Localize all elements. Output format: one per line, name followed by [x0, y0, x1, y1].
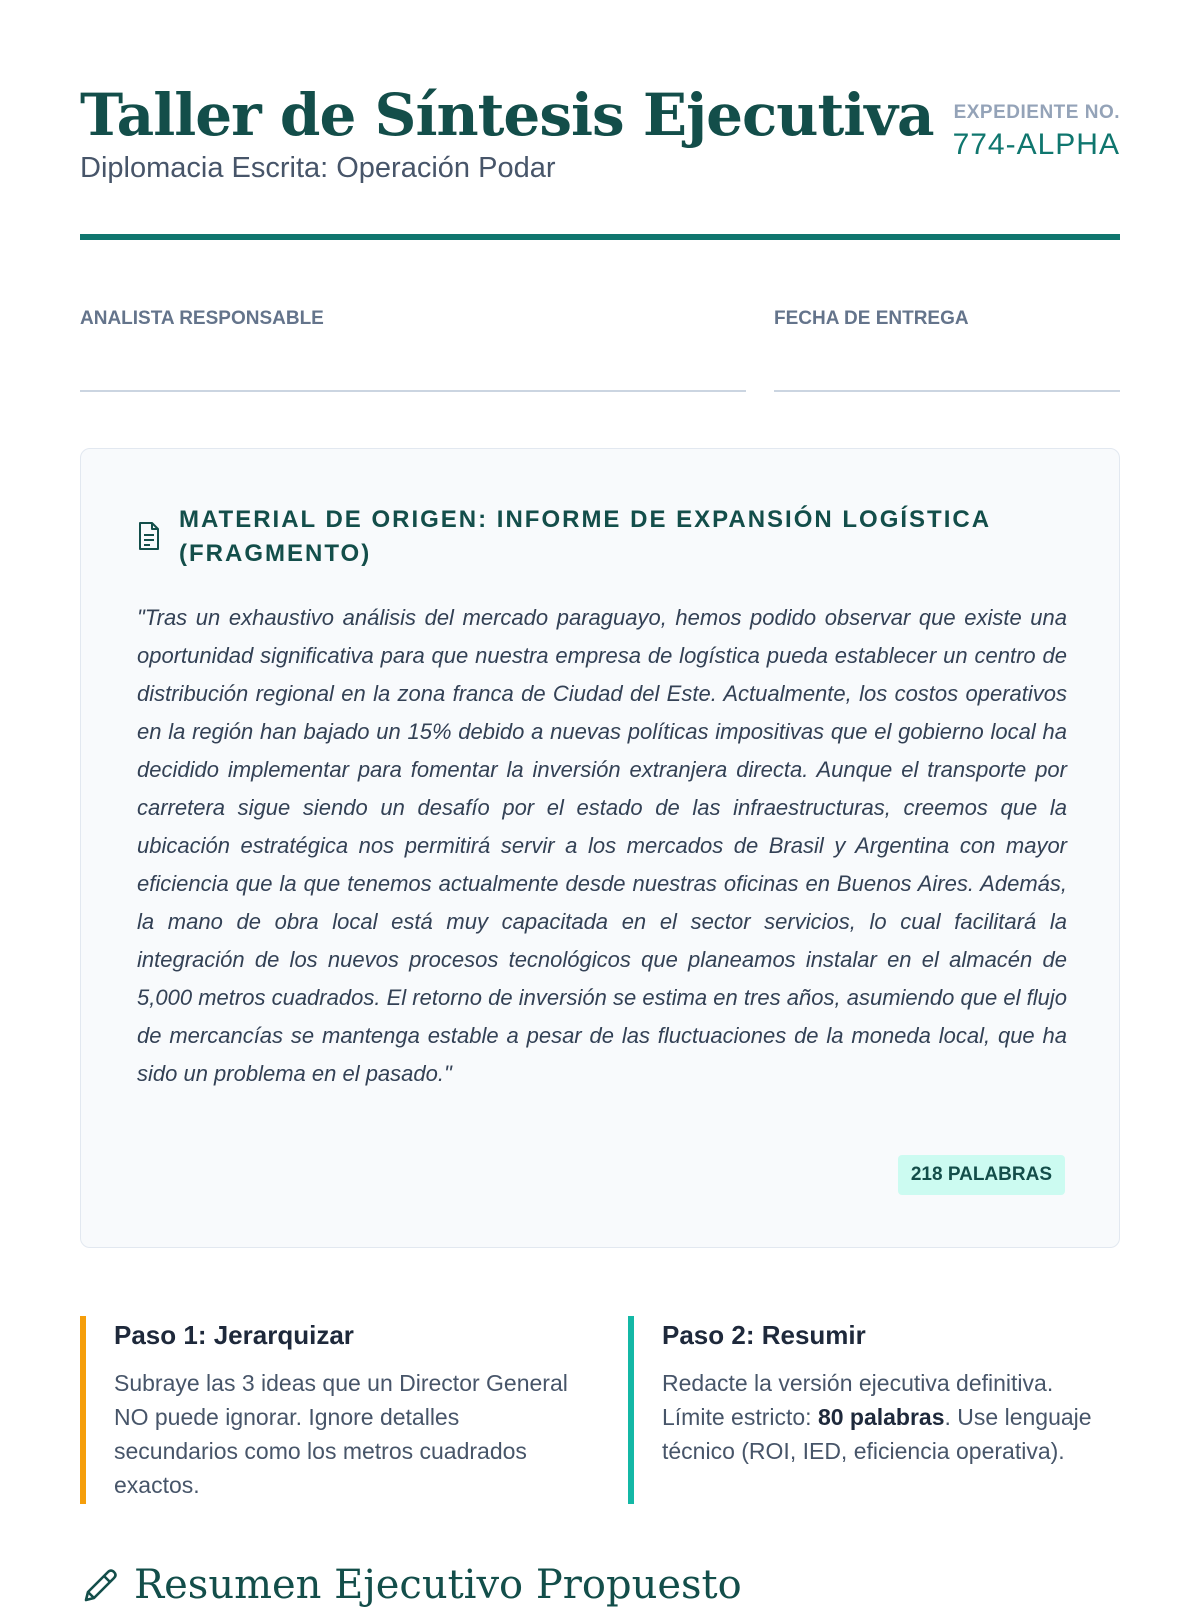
step-2-text-start: Redacte la versión ejecutiva definitiva. Límite estricto:: [662, 1370, 1054, 1430]
source-text: "Tras un exhaustivo análisis del mercado paraguayo, hemos podido observar que existe una oportunidad significativa para que nuestra empresa de logística pueda establecer un centro de distribución regional en la zona franca de Ciudad del Este. Actualmente, los costos operativos en la región han bajado un 15% debido a nuevas políticas impositivas que el gobierno local ha decidido implementar para fomentar la inversión extranjera directa. Aunque el transporte por carretera sigue siendo un desafío por el estado de las infraestructuras, creemos que la ubicación estratégica nos permitirá servir a los mercados de Brasil y Argentina con mayor eficiencia que la que tenemos actualmente desde nuestras oficinas en Buenos Aires. Además, la mano de obra local está muy capacitada en el sector servicios, lo cual facilitará la integración de los nuevos procesos tecnológicos que planeamos instalar en el almacén de 5,000 metros cuadrados. El retorno de inversión se estima en tres años, asumiendo que el flujo de mercancías se mantenga estable a pesar de las fluctuaciones de la moneda local, que ha sido un problema en el pasado.": [137, 605, 1067, 1086]
source-title: MATERIAL DE ORIGEN: INFORME DE EXPANSIÓN LOGÍSTICA (FRAGMENTO): [179, 506, 991, 567]
date-field[interactable]: [774, 308, 1120, 330]
step-2-word-limit: 80 palabras: [817, 1404, 945, 1430]
step-2-text-end: . Use lenguaje técnico (ROI, IED, eficiencia operativa).: [662, 1404, 1092, 1464]
analyst-field[interactable]: [80, 308, 746, 330]
analyst-label: ANALISTA RESPONSABLE: [80, 308, 324, 329]
expediente-label: EXPEDIENTE NO.: [953, 102, 1120, 123]
source-material-box: [80, 448, 1120, 1248]
page-header: [80, 80, 1120, 240]
pencil-icon: [80, 1566, 120, 1606]
step-1-card: [80, 1316, 586, 1504]
summary-title: Resumen Ejecutivo Propuesto: [134, 1562, 742, 1608]
analyst-underline: [80, 390, 746, 392]
page-subtitle: Diplomacia Escrita: Operación Podar: [80, 152, 556, 184]
document-icon: [137, 521, 161, 551]
step-2-text: [662, 1366, 1122, 1468]
page-title: Taller de Síntesis Ejecutiva: [80, 81, 934, 149]
word-count-badge: 218 PALABRAS: [898, 1155, 1065, 1195]
step-2-title: Paso 2: Resumir: [662, 1320, 866, 1350]
date-underline: [774, 390, 1120, 392]
header-divider: [80, 234, 1120, 240]
step-2-card: [628, 1316, 1134, 1504]
expediente-number: 774-ALPHA: [952, 128, 1120, 161]
step-1-text: Subraye las 3 ideas que un Director General NO puede ignorar. Ignore detalles secundarios como los metros cuadrados exactos.: [114, 1370, 568, 1498]
date-label: FECHA DE ENTREGA: [774, 308, 969, 329]
step-1-title: Paso 1: Jerarquizar: [114, 1320, 354, 1350]
